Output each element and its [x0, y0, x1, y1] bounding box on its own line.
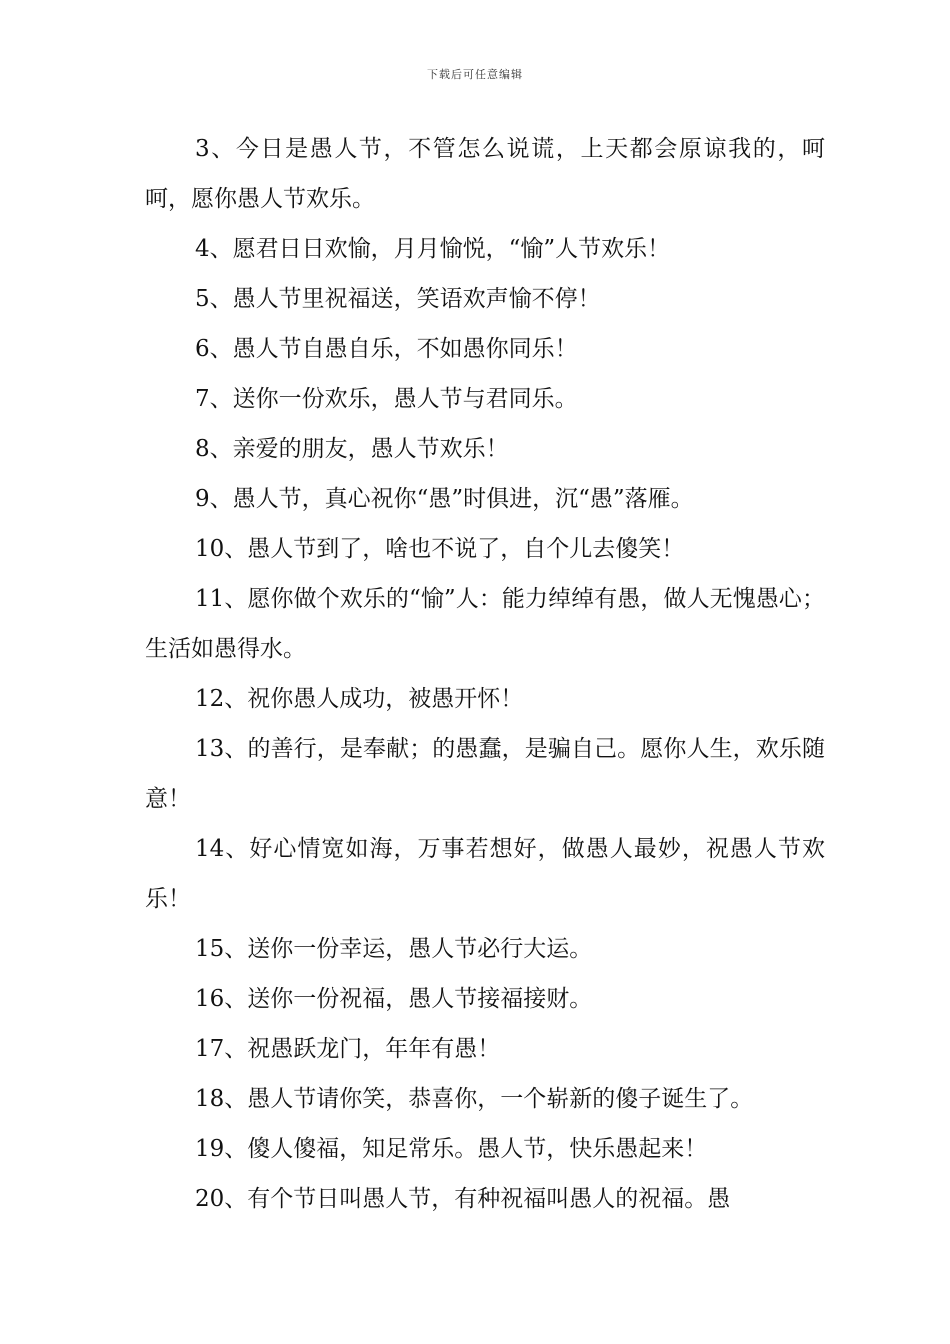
- paragraph-17: 17、祝愚跃龙门，年年有愚！: [195, 1036, 501, 1062]
- paragraph-4: 4、愿君日日欢愉，月月愉悦，“愉”人节欢乐！: [195, 236, 671, 262]
- document-body: [145, 124, 825, 1224]
- paragraph-18: 18、愚人节请你笑，恭喜你，一个崭新的傻子诞生了。: [195, 1086, 754, 1112]
- paragraph-15: 15、送你一份幸运，愚人节必行大运。: [195, 936, 593, 962]
- paragraph-6: 6、愚人节自愚自乐，不如愚你同乐！: [195, 336, 578, 362]
- paragraph-11: 11、愿你做个欢乐的“愉”人：能力绰绰有愚，做人无愧愚心；生活如愚得水。: [145, 586, 825, 662]
- paragraph-3: 3、今日是愚人节，不管怎么说谎，上天都会原谅我的，呵呵，愿你愚人节欢乐。: [145, 136, 825, 212]
- page-header: 下载后可任意编辑: [427, 68, 523, 81]
- paragraph-20: 20、有个节日叫愚人节，有种祝福叫愚人的祝福。愚: [195, 1186, 731, 1212]
- paragraph-12: 12、祝你愚人成功，被愚开怀！: [195, 686, 524, 712]
- paragraph-9: 9、愚人节，真心祝你“愚”时俱进，沉“愚”落雁。: [195, 486, 694, 512]
- paragraph-10: 10、愚人节到了，啥也不说了，自个儿去傻笑！: [195, 536, 685, 562]
- paragraph-19: 19、傻人傻福，知足常乐。愚人节，快乐愚起来！: [195, 1136, 708, 1162]
- paragraph-5: 5、愚人节里祝福送，笑语欢声愉不停！: [195, 286, 601, 312]
- paragraph-13: 13、的善行，是奉献；的愚蠢，是骗自己。愿你人生，欢乐随意！: [145, 736, 825, 812]
- paragraph-7: 7、送你一份欢乐，愚人节与君同乐。: [195, 386, 578, 412]
- paragraph-14: 14、好心情宽如海，万事若想好，做愚人最妙，祝愚人节欢乐！: [145, 836, 825, 912]
- paragraph-8: 8、亲爱的朋友，愚人节欢乐！: [195, 436, 509, 462]
- paragraph-16: 16、送你一份祝福，愚人节接福接财。: [195, 986, 593, 1012]
